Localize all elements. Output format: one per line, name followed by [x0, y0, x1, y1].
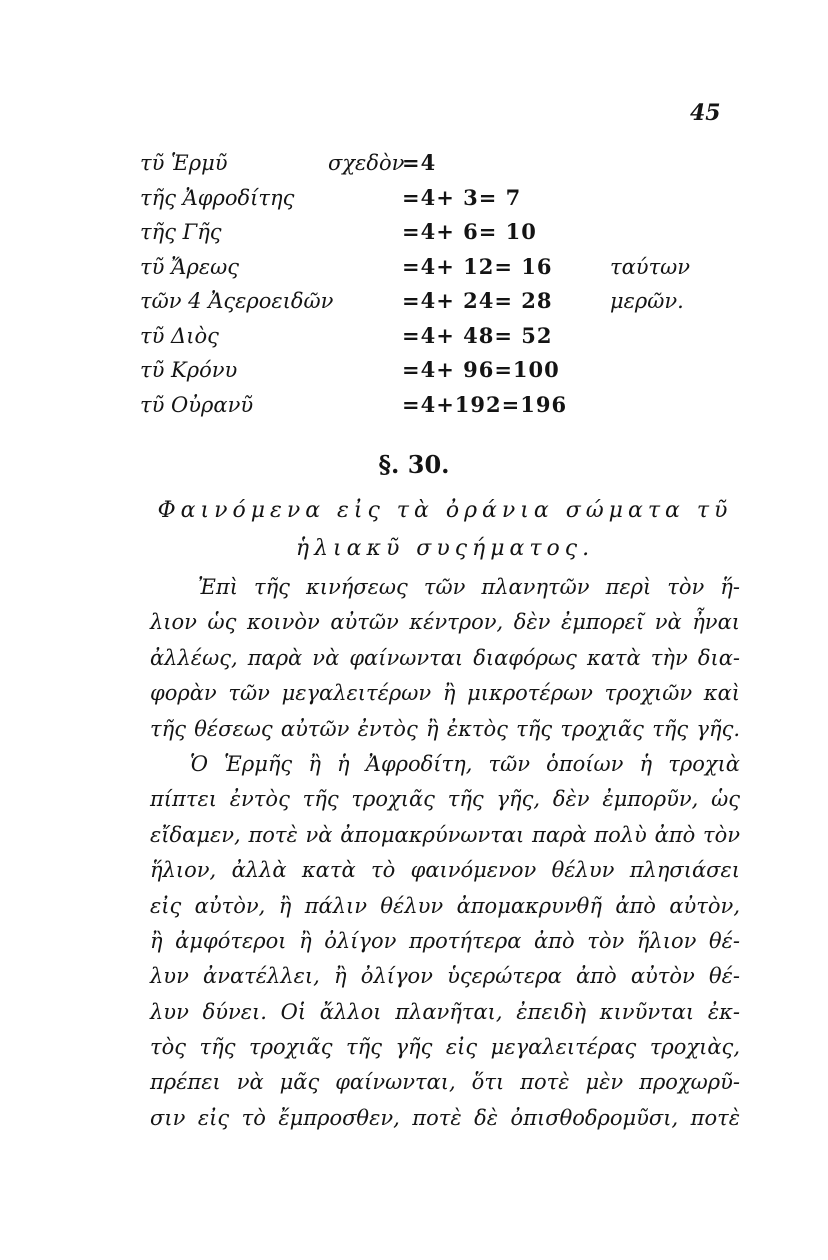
section-number: §. 30.	[378, 450, 450, 479]
text-line: σιν εἰς τὸ ἔμπροσθεν, ποτὲ δὲ ὀπισθοδρομῦσι, ποτὲ	[150, 1105, 740, 1130]
text-line: φορὰν τῶν μεγαλειτέρων ἢ μικροτέρων τροχιῶν καὶ	[150, 681, 740, 706]
text-line: λιον ὡς κοινὸν αὐτῶν κέντρον, δὲν ἐμπορεῖ νὰ ἦναι	[150, 610, 740, 635]
planet-name: τῦ Κρόνυ	[140, 358, 238, 382]
text-line: ἀλλέως, παρὰ νὰ φαίνωνται διαφόρως κατὰ τὴν δια-	[150, 645, 740, 670]
planet-distance-table	[140, 146, 740, 422]
table-row	[140, 181, 740, 216]
table-row	[140, 284, 740, 319]
planet-name: τῶν 4 Ἀςεροειδῶν	[140, 289, 334, 313]
text-line: Ἐπὶ τῆς κινήσεως τῶν πλανητῶν περὶ τὸν ἥ-	[198, 575, 740, 599]
distance-equation: =4+ 96=100	[402, 357, 560, 382]
distance-equation: =4+ 24= 28	[402, 288, 553, 313]
distance-equation: =4+ 48= 52	[402, 322, 553, 348]
section-heading	[150, 492, 740, 568]
distance-equation: =4+ 12= 16	[402, 253, 553, 279]
planet-name: τῆς Γῆς	[140, 220, 222, 244]
distance-equation: =4	[402, 150, 437, 175]
text-line: ἢ ἀμφότεροι ἢ ὀλίγον προτήτερα ἀπὸ τὸν ἥλιον θέ-	[150, 928, 740, 953]
text-line: Ὁ Ἑρμῆς ἢ ἡ Ἀφροδίτη, τῶν ὁποίων ἡ τροχιὰ	[190, 751, 740, 776]
row-note: ταύτων	[610, 254, 691, 279]
planet-name: τῦ Οὐρανῦ	[140, 392, 254, 417]
planet-name: τῆς Ἀφροδίτης	[140, 185, 295, 210]
table-row	[140, 146, 740, 181]
planet-name: τῦ Ἑρμῦ	[140, 151, 228, 175]
planet-name: τῦ Διὸς	[140, 323, 219, 348]
table-row	[140, 388, 740, 423]
text-line: λυν ἀνατέλλει, ἢ ὀλίγον ὑςερώτερα ἀπὸ αὐτὸν θέ-	[150, 964, 740, 989]
distance-equation: =4+192=196	[402, 391, 568, 417]
text-line: τὸς τῆς τροχιᾶς τῆς γῆς εἰς μεγαλειτέρας τροχιὰς,	[150, 1035, 740, 1060]
text-line: εἴδαμεν, ποτὲ νὰ ἀπομακρύνωνται παρὰ πολὺ ἀπὸ τὸν	[150, 822, 740, 847]
planet-name: τῦ Ἄρεως	[140, 254, 239, 279]
text-line: πίπτει ἐντὸς τῆς τροχιᾶς τῆς γῆς, δὲν ἐμπορῦν, ὡς	[150, 787, 740, 812]
text-line: εἰς αὐτὸν, ἢ πάλιν θέλυν ἀπομακρυνθῆ ἀπὸ αὐτὸν,	[150, 893, 740, 918]
approx-word: σχεδὸν	[328, 151, 405, 175]
row-note: μερῶν.	[610, 289, 684, 313]
table-row	[140, 250, 740, 285]
distance-equation: =4+ 6= 10	[402, 219, 537, 244]
text-line: ἥλιον, ἀλλὰ κατὰ τὸ φαινόμενον θέλυν πλησιάσει	[150, 858, 740, 883]
heading-line: ἡλιακῦ συςήματος.	[295, 536, 595, 561]
page-number: 45	[690, 100, 721, 126]
distance-equation: =4+ 3= 7	[402, 184, 522, 210]
text-line: λυν δύνει. Οἱ ἄλλοι πλανῆται, ἐπειδὴ κινῦνται ἐκ-	[150, 999, 740, 1024]
text-line: τῆς θέσεως αὐτῶν ἐντὸς ἢ ἐκτὸς τῆς τροχιᾶς τῆς γῆς.	[150, 716, 740, 741]
text-line: πρέπει νὰ μᾶς φαίνωνται, ὅτι ποτὲ μὲν προχωρῦ-	[150, 1070, 740, 1095]
heading-line: Φαινόμενα εἰς τὰ ὀράνια σώματα τῦ	[157, 498, 733, 523]
table-row	[140, 215, 740, 250]
body-paragraph	[150, 570, 740, 1136]
table-row	[140, 353, 740, 388]
table-row	[140, 319, 740, 354]
